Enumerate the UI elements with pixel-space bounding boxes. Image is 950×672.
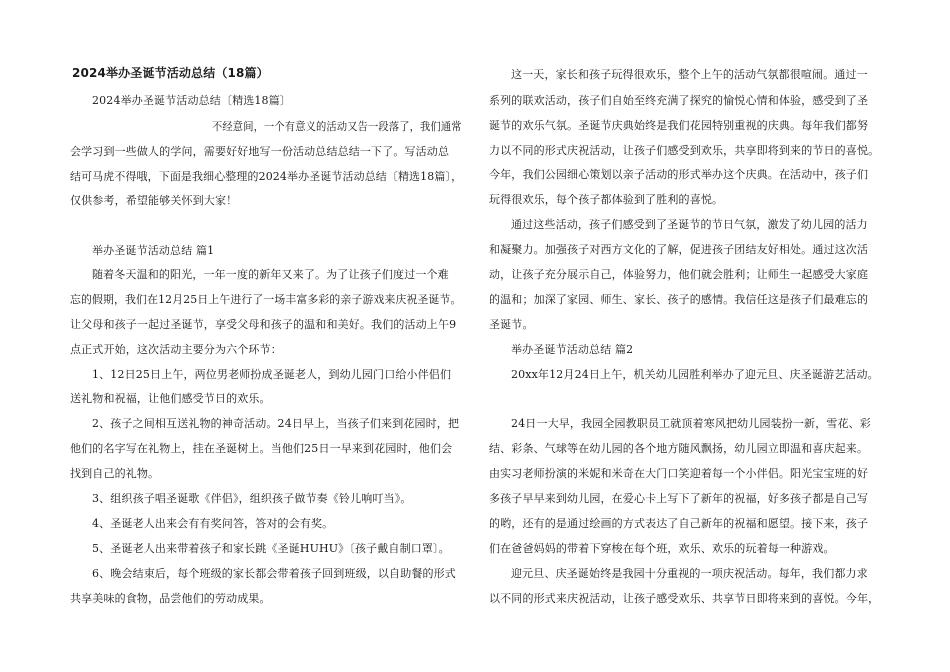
- paragraph-line: 不经意间，一个有意义的活动又告一段落了，我们通常: [212, 120, 462, 133]
- paragraph-line: 结可马虎不得哦，下面是我细心整理的2024举办圣诞节活动总结〔精选18篇〕，: [70, 170, 462, 183]
- paragraph-line: 这一天，家长和孩子玩得很欢乐，整个上午的活动气氛都很喧闹。通过一: [511, 68, 868, 81]
- paragraph-line: 点正式开始，这次活动主要分为六个环节：: [70, 343, 282, 356]
- section-heading: 举办圣诞节活动总结 篇2: [511, 343, 634, 356]
- paragraph-line: 迎元旦、庆圣诞始终是我园十分重视的一项庆祝活动。每年，我们都力求: [511, 567, 868, 580]
- paragraph-line: 今年，我们公园细心策划以亲子活动的形式举办这个庆典。在活动中，孩子们: [489, 168, 869, 181]
- paragraph-line: 们在爸爸妈妈的带着下穿梭在每个班，欢乐、欢乐的玩着每一种游戏。: [489, 542, 835, 555]
- document-subtitle: 2024举办圣诞节活动总结〔精选18篇〕: [92, 94, 291, 107]
- paragraph-line: 由实习老师扮演的米妮和米奇在大门口笑迎着每一个小伴侣。阳光宝宝班的好: [489, 467, 869, 480]
- list-item: 5、圣诞老人出来带着孩子和家长跳《圣诞HUHU》〔孩子戴自制口罩〕。: [92, 542, 450, 555]
- paragraph-line: 的哟，还有的是通过绘画的方式表达了自己新年的祝福和愿望。接下来，孩子: [489, 517, 869, 530]
- paragraph-line: 忘的假期，我们在12月25日上午进行了一场丰富多彩的亲子游戏来庆祝圣诞节。: [70, 293, 462, 306]
- list-item: 2、孩子之间相互送礼物的神奇活动。24日早上，当孩子们来到花园时，把: [92, 417, 460, 430]
- paragraph-line: 他们的名字写在礼物上，挂在圣诞树上。当他们25日一早来到花园时，他们会: [70, 442, 453, 455]
- paragraph-line: 共享美味的食物，品尝他们的劳动成果。: [70, 592, 271, 605]
- paragraph-line: 20xx年12月24日上午，机关幼儿园胜利举办了迎元旦、庆圣诞游艺活动。: [511, 368, 879, 381]
- paragraph-line: 找到自己的礼物。: [70, 467, 160, 480]
- list-item: 3、组织孩子唱圣诞歌《伴侣》，组织孩子做节奏《铃儿响叮当》。: [92, 492, 412, 505]
- list-item: 1、12日25日上午，两位男老师扮成圣诞老人，到幼儿园门口给小伴侣们: [92, 368, 452, 381]
- document-title: 2024举办圣诞节活动总结（18篇）: [72, 66, 269, 80]
- paragraph-line: 和凝聚力。加强孩子对西方文化的了解，促进孩子团结友好相处。通过这次活: [489, 243, 869, 256]
- section-heading: 举办圣诞节活动总结 篇1: [92, 244, 215, 257]
- paragraph-line: 圣诞节。: [489, 318, 534, 331]
- list-item: 6、晚会结束后，每个班级的家长都会带着孩子回到班级，以自助餐的形式: [92, 567, 456, 580]
- paragraph-line: 力以不同的形式庆祝活动，让孩子们感受到欢乐，共享即将到来的节日的喜悦。: [489, 144, 880, 157]
- list-item: 4、圣诞老人出来会有有奖问答，答对的会有奖。: [92, 517, 334, 530]
- paragraph-line: 让父母和孩子一起过圣诞节，享受父母和孩子的温和和美好。我们的活动上午9: [70, 318, 457, 331]
- paragraph-line: 会学习到一些做人的学问，需要好好地写一份活动总结总结一下了。写活动总: [70, 145, 450, 158]
- left-column: [70, 0, 462, 672]
- paragraph-line: 送礼物和祝福，让他们感受节日的欢乐。: [70, 392, 271, 405]
- paragraph-line: 多孩子早早来到幼儿园，在爱心卡上写下了新年的祝福，好多孩子都是自己写: [489, 492, 869, 505]
- right-column: [489, 0, 881, 672]
- paragraph-line: 结、彩条、气球等在幼儿园的各个地方随风飘扬，幼儿园立即温和喜庆起来。: [489, 442, 869, 455]
- paragraph-line: 仅供参考，希望能够关怀到大家！: [70, 194, 238, 207]
- paragraph-line: 的温和；加深了家园、师生、家长、孩子的感情。我信任这是孩子们最难忘的: [489, 293, 869, 306]
- paragraph-line: 系列的联欢活动，孩子们自始至终充满了探究的愉悦心情和体验，感受到了圣: [489, 94, 869, 107]
- paragraph-line: 以不同的形式来庆祝活动，让孩子感受欢乐、共享节日即将来到的喜悦。今年，: [489, 592, 880, 605]
- paragraph-line: 24日一大早，我园全园教职员工就顶着寒风把幼儿园装扮一新，雪花、彩: [511, 417, 871, 430]
- paragraph-line: 诞节的欢乐气氛。圣诞节庆典始终是我们花园特别重视的庆典。每年我们都努: [489, 119, 869, 132]
- paragraph-line: 玩得很欢乐，每个孩子都体验到了胜利的喜悦。: [489, 193, 724, 206]
- paragraph-line: 通过这些活动，孩子们感受到了圣诞节的节日气氛，激发了幼儿园的活力: [511, 218, 868, 231]
- paragraph-line: 动，让孩子充分展示自己，体验努力，他们就会胜利；让师生一起感受大家庭: [489, 268, 869, 281]
- paragraph-line: 随着冬天温和的阳光，一年一度的新年又来了。为了让孩子们度过一个难: [92, 268, 449, 281]
